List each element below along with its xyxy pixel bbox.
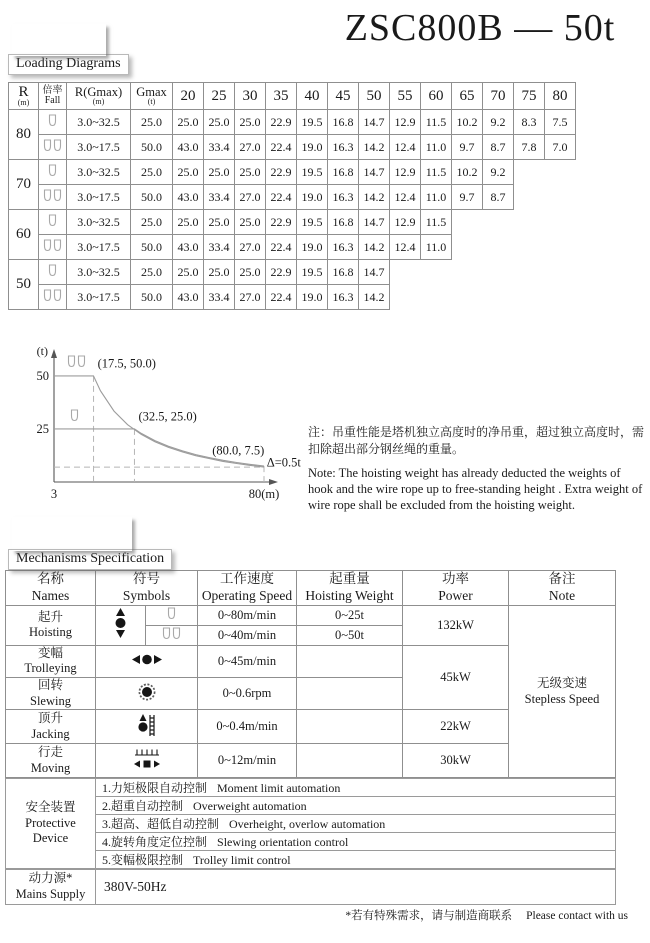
protective-device-table — [5, 778, 616, 869]
range-cell: 3.0~17.5 — [67, 135, 131, 160]
load-value-cell: 16.3 — [328, 185, 359, 210]
load-value-cell: 16.8 — [328, 110, 359, 135]
load-value-cell: 14.2 — [359, 135, 390, 160]
jacking-symbol-icon — [137, 712, 157, 738]
load-value-cell: 19.5 — [297, 210, 328, 235]
footnote-cn: *若有特殊需求，请与制造商联系 — [345, 910, 513, 922]
load-value-cell: 33.4 — [204, 185, 235, 210]
empty-cell — [545, 210, 576, 235]
load-value-cell: 14.2 — [359, 185, 390, 210]
table-row — [9, 260, 576, 285]
loading-badge-en: Loading Diagrams — [8, 54, 129, 75]
note-cn: 注：吊重性能是塔机独立高度时的净吊重，超过独立高度时，需扣除超出部分钢丝绳的重量。 — [308, 425, 645, 457]
load-value-cell: 16.3 — [328, 285, 359, 310]
load-value-cell: 12.9 — [390, 160, 421, 185]
load-value-cell: 19.5 — [297, 260, 328, 285]
load-value-cell: 19.0 — [297, 285, 328, 310]
load-value-cell: 25.0 — [173, 160, 204, 185]
radius-header: 70 — [483, 83, 514, 110]
load-value-cell: 43.0 — [173, 285, 204, 310]
protective-item: 2.超重自动控制 Overweight automation — [96, 797, 616, 815]
chart-x-end-label: 80(m) — [248, 487, 280, 501]
table-row — [6, 815, 616, 833]
empty-cell — [390, 285, 421, 310]
x-axis-arrow-icon — [269, 479, 278, 485]
empty-cell — [545, 235, 576, 260]
load-value-cell: 25.0 — [235, 260, 266, 285]
r-value-cell: 60 — [9, 210, 39, 260]
loading-col-header: R(Gmax) (m) — [67, 83, 131, 110]
load-value-cell: 14.7 — [359, 260, 390, 285]
protective-item: 1.力矩极限自动控制 Moment limit automation — [96, 779, 616, 797]
table-row — [6, 797, 616, 815]
empty-cell — [452, 210, 483, 235]
table-row — [6, 779, 616, 797]
page-title: ZSC800B — 50t — [344, 7, 616, 49]
load-value-cell: 25.0 — [173, 210, 204, 235]
load-value-cell: 25.0 — [173, 110, 204, 135]
slewing-symbol-icon — [137, 682, 157, 702]
load-value-cell: 12.4 — [390, 235, 421, 260]
radius-header: 50 — [359, 83, 390, 110]
mains-label — [6, 870, 96, 905]
radius-header: 20 — [173, 83, 204, 110]
note-en: Note: The hoisting weight has already deducted the weights of hook and the wire rope up to free-standing height . Extra weight of wire rope shall be excluded from the hoisting weight. — [308, 465, 643, 513]
empty-cell — [483, 285, 514, 310]
single-hook-icon — [48, 113, 57, 128]
radius-header: 60 — [421, 83, 452, 110]
load-value-cell: 9.2 — [483, 110, 514, 135]
r-value-cell: 80 — [9, 110, 39, 160]
load-value-cell: 43.0 — [173, 235, 204, 260]
fall-cell — [39, 285, 67, 310]
chart-note — [308, 424, 645, 520]
chart-y-ticks — [37, 369, 50, 436]
load-value-cell: 25.0 — [235, 210, 266, 235]
empty-cell — [452, 260, 483, 285]
weight-cell: 0~25t — [297, 605, 403, 625]
load-value-cell: 14.2 — [359, 235, 390, 260]
load-value-cell: 16.3 — [328, 235, 359, 260]
protective-item: 4.旋转角度定位控制 Slewing orientation control — [96, 833, 616, 851]
protective-item: 5.变幅极限控制 Trolley limit control — [96, 851, 616, 869]
range-cell: 3.0~32.5 — [67, 110, 131, 135]
speed-cell: 0~45m/min — [198, 645, 297, 677]
empty-cell — [421, 285, 452, 310]
footnote — [345, 907, 628, 923]
radius-header: 55 — [390, 83, 421, 110]
load-value-cell: 33.4 — [204, 135, 235, 160]
table-row — [6, 605, 616, 625]
load-value-cell: 22.9 — [266, 160, 297, 185]
load-value-cell: 9.7 — [452, 135, 483, 160]
fall-cell — [39, 160, 67, 185]
load-value-cell: 19.5 — [297, 160, 328, 185]
radius-header: 45 — [328, 83, 359, 110]
empty-cell — [514, 235, 545, 260]
gmax-cell: 25.0 — [131, 160, 173, 185]
load-value-cell: 12.9 — [390, 110, 421, 135]
mains-label-cn: 动力源* — [28, 871, 73, 886]
fall-cell — [146, 625, 198, 645]
hoisting-symbol-icon — [114, 608, 127, 638]
gmax-cell: 50.0 — [131, 185, 173, 210]
speed-cell: 0~0.6rpm — [198, 678, 297, 710]
mains-label-en: Mains Supply — [15, 887, 86, 901]
empty-cell — [514, 160, 545, 185]
load-value-cell: 14.7 — [359, 160, 390, 185]
y-axis-arrow-icon — [51, 349, 57, 358]
table-row — [6, 851, 616, 869]
mech-col-header: 备注 Note — [509, 571, 616, 606]
single-hook-icon — [48, 163, 57, 178]
svg-text:25: 25 — [36, 421, 49, 436]
footnote-en: Please contact with us — [526, 910, 628, 922]
radius-header: 75 — [514, 83, 545, 110]
load-value-cell: 11.0 — [421, 185, 452, 210]
load-value-cell: 7.8 — [514, 135, 545, 160]
fall-cell — [39, 235, 67, 260]
chart-annotations — [98, 356, 302, 469]
chart-x-origin-label: 3 — [50, 487, 58, 501]
load-value-cell: 16.8 — [328, 260, 359, 285]
moving-symbol-cell — [96, 744, 198, 778]
load-value-cell: 11.5 — [421, 160, 452, 185]
load-value-cell: 25.0 — [235, 160, 266, 185]
load-value-cell: 12.4 — [390, 135, 421, 160]
mech-col-header: 名称 Names — [6, 571, 96, 606]
radius-header: 65 — [452, 83, 483, 110]
stepless-note-cell: 无级变速 Stepless Speed — [509, 605, 616, 778]
speed-cell: 0~40m/min — [198, 625, 297, 645]
table-row — [9, 185, 576, 210]
load-value-cell: 19.5 — [297, 110, 328, 135]
power-cell: 45kW — [403, 645, 509, 710]
power-cell: 22kW — [403, 710, 509, 744]
hoisting-symbol-cell — [96, 605, 146, 645]
svg-text:(17.5, 50.0): (17.5, 50.0) — [97, 356, 156, 371]
weight-cell: 0~50t — [297, 625, 403, 645]
load-value-cell: 25.0 — [204, 110, 235, 135]
double-hook-icon — [162, 626, 182, 641]
load-value-cell: 22.4 — [266, 135, 297, 160]
trolleying-symbol-icon — [132, 653, 162, 666]
load-value-cell: 14.7 — [359, 210, 390, 235]
mechanisms-table — [5, 570, 616, 778]
load-value-cell: 43.0 — [173, 185, 204, 210]
double-hook-icon — [43, 138, 63, 153]
mechanism-name-cell: 顶升 Jacking — [6, 710, 96, 744]
empty-cell — [452, 285, 483, 310]
empty-cell — [483, 210, 514, 235]
load-value-cell: 7.5 — [545, 110, 576, 135]
loading-table — [8, 82, 576, 310]
load-value-cell: 19.0 — [297, 235, 328, 260]
jacking-symbol-cell — [96, 710, 198, 744]
load-value-cell: 25.0 — [173, 260, 204, 285]
single-hook-icon — [167, 606, 176, 621]
gmax-cell: 25.0 — [131, 110, 173, 135]
empty-cell — [452, 235, 483, 260]
single-hook-icon — [48, 263, 57, 278]
load-value-cell: 14.2 — [359, 285, 390, 310]
moving-symbol-icon — [132, 748, 162, 770]
table-row — [9, 110, 576, 135]
load-value-cell: 19.0 — [297, 135, 328, 160]
empty-cell — [514, 210, 545, 235]
svg-text:50: 50 — [36, 368, 49, 383]
range-cell: 3.0~32.5 — [67, 160, 131, 185]
table-row — [9, 235, 576, 260]
weight-cell — [297, 678, 403, 710]
load-value-cell: 33.4 — [204, 235, 235, 260]
load-value-cell: 27.0 — [235, 285, 266, 310]
r-value-cell: 50 — [9, 260, 39, 310]
fall-cell — [146, 605, 198, 625]
range-cell: 3.0~32.5 — [67, 260, 131, 285]
table-row — [9, 210, 576, 235]
load-value-cell: 11.0 — [421, 235, 452, 260]
weight-cell — [297, 744, 403, 778]
load-value-cell: 43.0 — [173, 135, 204, 160]
chart-double-hook-icon — [69, 356, 85, 367]
load-chart-svg — [12, 340, 347, 512]
range-cell: 3.0~17.5 — [67, 235, 131, 260]
load-value-cell: 22.9 — [266, 110, 297, 135]
mechanism-name-cell: 起升 Hoisting — [6, 605, 96, 645]
load-value-cell: 10.2 — [452, 160, 483, 185]
range-cell: 3.0~17.5 — [67, 185, 131, 210]
empty-cell — [483, 260, 514, 285]
table-row — [9, 160, 576, 185]
load-value-cell: 8.7 — [483, 185, 514, 210]
load-value-cell: 12.9 — [390, 210, 421, 235]
mech-badge-cn: 机构特性 — [12, 517, 132, 551]
weight-cell — [297, 710, 403, 744]
chart-single-hook-icon — [72, 410, 78, 421]
load-value-cell: 16.3 — [328, 135, 359, 160]
load-value-cell: 12.4 — [390, 185, 421, 210]
protective-device-label: 安全装置 Protective Device — [6, 779, 96, 869]
load-value-cell: 22.9 — [266, 260, 297, 285]
radius-header: 30 — [235, 83, 266, 110]
load-value-cell: 25.0 — [204, 260, 235, 285]
load-value-cell: 25.0 — [204, 160, 235, 185]
load-value-cell: 22.4 — [266, 285, 297, 310]
empty-cell — [514, 285, 545, 310]
empty-cell — [545, 185, 576, 210]
load-value-cell: 10.2 — [452, 110, 483, 135]
load-value-cell: 19.0 — [297, 185, 328, 210]
mech-col-header: 功率 Power — [403, 571, 509, 606]
radius-header: 80 — [545, 83, 576, 110]
single-hook-icon — [48, 213, 57, 228]
mech-col-header: 工作速度 Operating Speed — [198, 571, 297, 606]
range-cell: 3.0~17.5 — [67, 285, 131, 310]
load-value-cell: 9.2 — [483, 160, 514, 185]
mech-badge-en: Mechanisms Specification — [8, 549, 172, 570]
mech-col-header: 符号 Symbols — [96, 571, 198, 606]
double-hook-icon — [43, 238, 63, 253]
load-value-cell: 16.8 — [328, 160, 359, 185]
gmax-cell: 50.0 — [131, 285, 173, 310]
loading-badge — [8, 24, 129, 75]
load-value-cell: 27.0 — [235, 235, 266, 260]
load-value-cell: 8.3 — [514, 110, 545, 135]
loading-badge-cn: 载荷表 — [12, 24, 106, 56]
svg-text:(80.0, 7.5): (80.0, 7.5) — [212, 443, 265, 458]
speed-cell: 0~80m/min — [198, 605, 297, 625]
loading-col-header: R (m) — [9, 83, 39, 110]
mech-col-header: 起重量 Hoisting Weight — [297, 571, 403, 606]
svg-text:(32.5, 25.0): (32.5, 25.0) — [138, 409, 197, 424]
r-value-cell: 70 — [9, 160, 39, 210]
speed-cell: 0~12m/min — [198, 744, 297, 778]
empty-cell — [483, 235, 514, 260]
load-value-cell: 11.5 — [421, 210, 452, 235]
mechanism-name-cell: 回转 Slewing — [6, 678, 96, 710]
empty-cell — [545, 285, 576, 310]
empty-cell — [514, 260, 545, 285]
loading-col-header: 倍率 Fall — [39, 83, 67, 110]
gmax-cell: 50.0 — [131, 135, 173, 160]
empty-cell — [545, 260, 576, 285]
load-value-cell: 22.4 — [266, 185, 297, 210]
load-value-cell: 11.0 — [421, 135, 452, 160]
range-cell: 3.0~32.5 — [67, 210, 131, 235]
gmax-cell: 25.0 — [131, 260, 173, 285]
table-row — [9, 135, 576, 160]
table-row — [6, 833, 616, 851]
trolleying-symbol-cell — [96, 645, 198, 677]
loading-col-header: Gmax (t) — [131, 83, 173, 110]
radius-header: 40 — [297, 83, 328, 110]
load-value-cell: 25.0 — [235, 110, 266, 135]
load-value-cell: 8.7 — [483, 135, 514, 160]
mechanism-name-cell: 行走 Moving — [6, 744, 96, 778]
slewing-symbol-cell — [96, 678, 198, 710]
load-value-cell: 9.7 — [452, 185, 483, 210]
double-hook-icon — [43, 288, 63, 303]
load-curve-chart — [12, 340, 347, 512]
load-value-cell: 25.0 — [204, 210, 235, 235]
fall-cell — [39, 135, 67, 160]
mechanism-name-cell: 变幅 Trolleying — [6, 645, 96, 677]
load-value-cell: 22.9 — [266, 210, 297, 235]
load-value-cell: 7.0 — [545, 135, 576, 160]
load-value-cell: 11.5 — [421, 110, 452, 135]
power-cell: 132kW — [403, 605, 509, 645]
mains-value: 380V-50Hz — [96, 870, 616, 905]
empty-cell — [390, 260, 421, 285]
fall-cell — [39, 185, 67, 210]
load-value-cell: 33.4 — [204, 285, 235, 310]
empty-cell — [421, 260, 452, 285]
fall-cell — [39, 110, 67, 135]
radius-header: 25 — [204, 83, 235, 110]
empty-cell — [514, 185, 545, 210]
gmax-cell: 50.0 — [131, 235, 173, 260]
fall-cell — [39, 210, 67, 235]
mains-supply-table — [5, 869, 616, 905]
svg-text:Δ=0.5t: Δ=0.5t — [266, 455, 301, 470]
radius-header: 35 — [266, 83, 297, 110]
protective-item: 3.超高、超低自动控制 Overheight, overlow automation — [96, 815, 616, 833]
load-value-cell: 27.0 — [235, 135, 266, 160]
load-value-cell: 14.7 — [359, 110, 390, 135]
fall-cell — [39, 260, 67, 285]
load-value-cell: 27.0 — [235, 185, 266, 210]
gmax-cell: 25.0 — [131, 210, 173, 235]
load-value-cell: 16.8 — [328, 210, 359, 235]
speed-cell: 0~0.4m/min — [198, 710, 297, 744]
empty-cell — [545, 160, 576, 185]
table-row — [9, 285, 576, 310]
mech-badge — [8, 517, 172, 570]
double-hook-icon — [43, 188, 63, 203]
load-value-cell: 22.4 — [266, 235, 297, 260]
chart-y-axis-label: (t) — [36, 344, 48, 358]
power-cell: 30kW — [403, 744, 509, 778]
weight-cell — [297, 645, 403, 677]
